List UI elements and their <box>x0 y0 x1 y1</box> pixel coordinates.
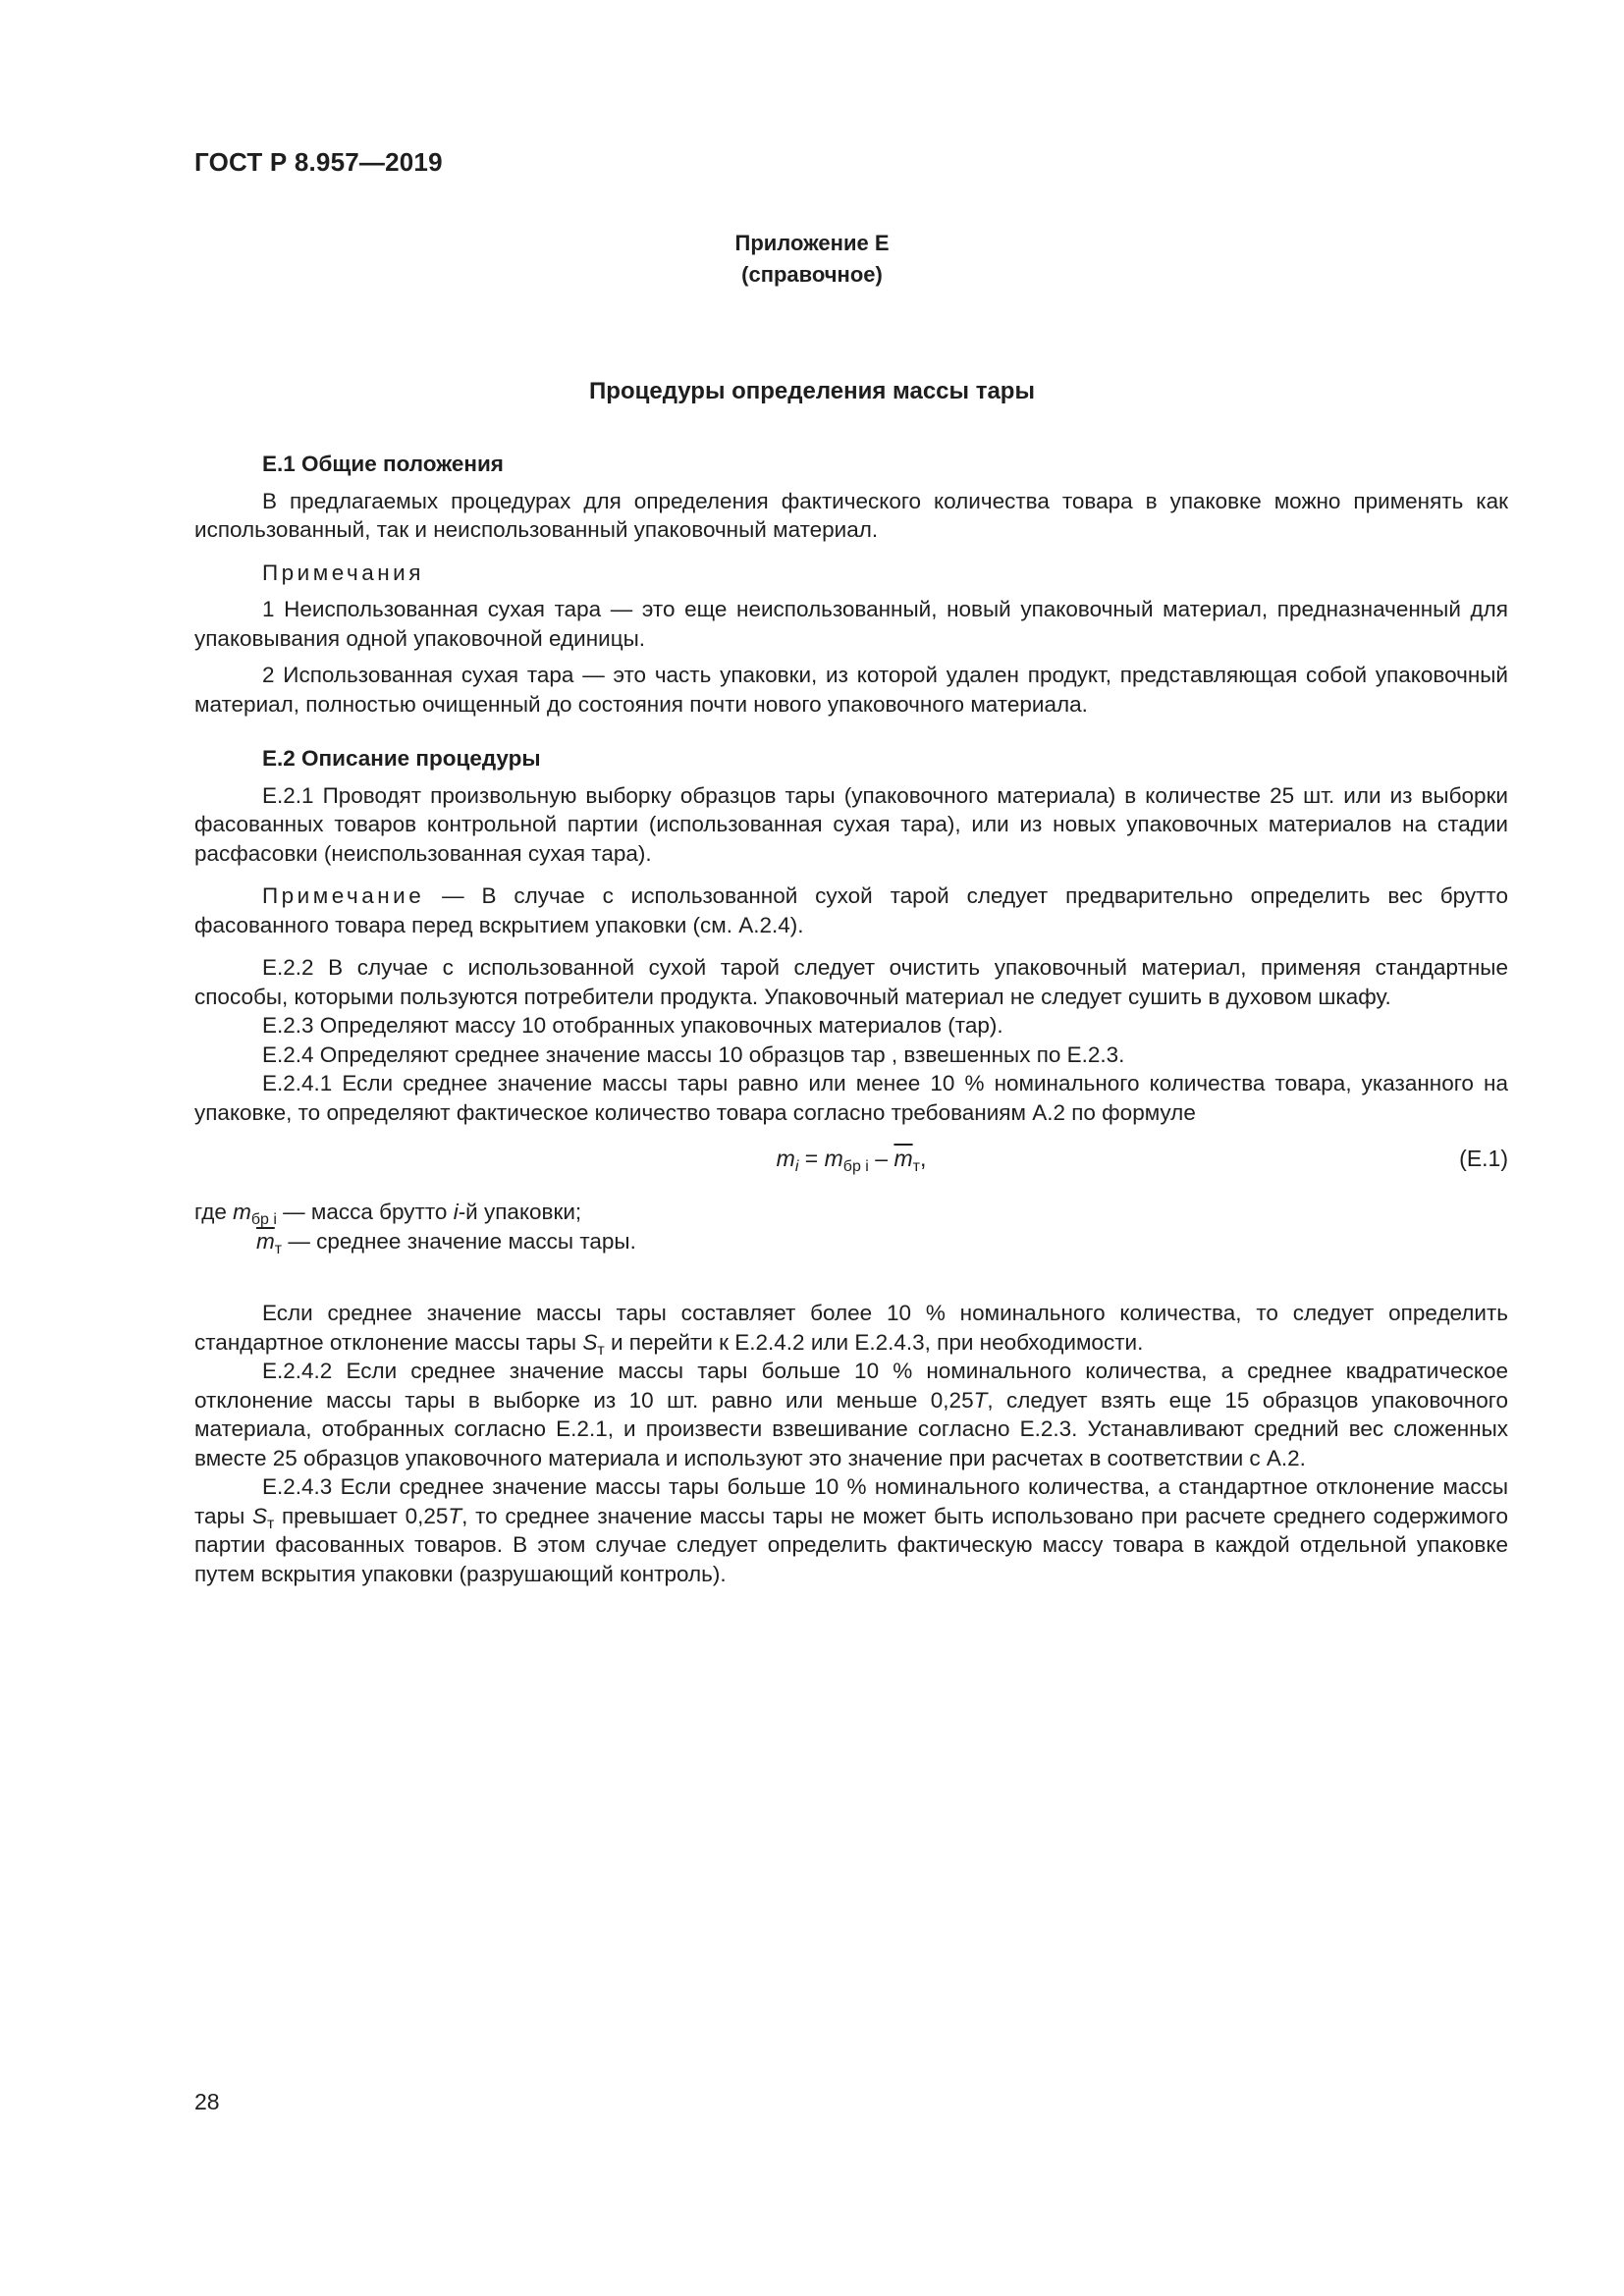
paragraph-e22: Е.2.2 В случае с использованной сухой тарой следует очистить упаковочный материал, применяя стандартные способы, которыми пользуются потребители продукта. Упаковочный материал не следует сушить в духовом шкафу. <box>194 955 1508 1009</box>
legend-sub-gross: бр i <box>250 1211 277 1228</box>
note-label: Примечание <box>262 883 425 908</box>
formula-comma: , <box>919 1146 927 1171</box>
paragraph-std-dev <box>194 1299 1508 1357</box>
text-run: Если среднее значение массы тары составляет более 10 % номинального количества, то следует определить стандартное отклонение массы тары <box>194 1301 1508 1355</box>
paragraph-e242 <box>194 1357 1508 1472</box>
formula-var-m: m <box>776 1146 795 1171</box>
section-heading-e1: Е.1 Общие положения <box>262 452 504 476</box>
text-run: Е.2.4.2 Если среднее значение массы тары больше 10 % номинального количества, а среднее квадратическое отклонение массы тары в выборке из 10 шт. равно или меньше 0,25 <box>194 1359 1508 1413</box>
legend-desc-1b: -й упаковки; <box>458 1200 582 1224</box>
legend-line-2 <box>194 1227 1508 1256</box>
text-run: превышает 0,25 <box>274 1503 449 1528</box>
formula-var-m-gross: m <box>824 1146 843 1171</box>
formula-var-m-mean: $\overline{m}$ <box>893 1146 913 1171</box>
note-1: 1 Неиспользованная сухая тара — это еще неиспользованный, новый упаковочный материал, предназначенный для упаковывания одной упаковочной единицы. <box>194 597 1508 651</box>
formula-e1 <box>194 1141 1508 1184</box>
text-run: и перейти к Е.2.4.2 или Е.2.4.3, при необходимости. <box>604 1329 1144 1355</box>
legend-var-m-mean: $\overline{m}$ <box>256 1228 275 1254</box>
document-code-header: ГОСТ Р 8.957—2019 <box>194 147 443 177</box>
document-body <box>194 450 1508 1588</box>
legend-desc-2: — среднее значение массы тары. <box>282 1228 636 1254</box>
appendix-status: (справочное) <box>741 262 883 287</box>
formula-sub-gross: бр i <box>842 1158 869 1175</box>
note-e21 <box>194 881 1508 939</box>
sub-t: т <box>597 1341 605 1359</box>
var-s: S <box>251 1503 267 1528</box>
page-number: 28 <box>194 2089 220 2114</box>
formula-equals: = <box>798 1146 825 1171</box>
formula-sub-tare: т <box>912 1158 920 1175</box>
legend-desc-1a: — масса брутто <box>276 1200 454 1224</box>
formula-minus: – <box>868 1146 894 1171</box>
section-heading-e2: Е.2 Описание процедуры <box>262 746 541 771</box>
legend-var-i: i <box>453 1200 459 1224</box>
sub-t: т <box>266 1515 275 1532</box>
paragraph-e23: Е.2.3 Определяют массу 10 отобранных упаковочных материалов (тар). <box>262 1013 1003 1038</box>
legend-sub-tare: т <box>274 1240 283 1257</box>
formula-sub-i: i <box>794 1158 799 1175</box>
appendix-name: Приложение Е <box>734 231 890 255</box>
paragraph-e1: В предлагаемых процедурах для определения фактического количества товара в упаковке можно применять как использованный, так и неиспользованный упаковочный материал. <box>194 488 1508 542</box>
formula-expression <box>194 1145 1508 1174</box>
legend-var-m: m <box>233 1200 251 1224</box>
note-2: 2 Использованная сухая тара — это часть упаковки, из которой удален продукт, представляющая собой упаковочный материал, полностью очищенный до состояния почти нового упаковочного материала. <box>194 663 1508 717</box>
appendix-title: Процедуры определения массы тары <box>589 378 1035 404</box>
notes-label: Примечания <box>262 560 424 585</box>
legend-line-1 <box>194 1198 1508 1227</box>
appendix-heading <box>0 228 1624 291</box>
formula-legend <box>194 1198 1508 1255</box>
note-text: — В случае с использованной сухой тарой следует предварительно определить вес брутто фасованного товара перед вскрытием упаковки (см. А.2.4). <box>194 883 1508 937</box>
paragraph-e243 <box>194 1472 1508 1588</box>
var-s: S <box>582 1329 598 1355</box>
var-t: T <box>973 1387 988 1413</box>
text-run: , то среднее значение массы тары не может быть использовано при расчете среднего содержимого партии фасованных товаров. В этом случае следует определить фактическую массу товара в каждой отдельной упаковке путем вскрытия упаковки (разрушающий контроль). <box>194 1503 1508 1586</box>
text-run: , следует взять еще 15 образцов упаковочного материала, отобранных согласно Е.2.1, и произвести взвешивание согласно Е.2.3. Устанавливают средний вес сложенных вместе 25 образцов упаковочного материала и используют это значение при расчетах в соответствии с А.2. <box>194 1387 1508 1470</box>
text-run: Е.2.4.3 Если среднее значение массы тары больше 10 % номинального количества, а стандартное отклонение массы тары <box>194 1474 1508 1528</box>
var-t: T <box>448 1503 462 1528</box>
paragraph-e241: Е.2.4.1 Если среднее значение массы тары равно или менее 10 % номинального количества товара, указанного на упаковке, то определяют фактическое количество товара согласно требованиям А.2 по формуле <box>194 1071 1508 1125</box>
legend-lead: где <box>194 1200 234 1224</box>
paragraph-e21: Е.2.1 Проводят произвольную выборку образцов тары (упаковочного материала) в количестве 25 шт. или из выборки фасованных товаров контрольной партии (использованная сухая тара), или из новых упаковочных материалов на стадии расфасовки (неиспользованная сухая тара). <box>194 782 1508 866</box>
paragraph-e24: Е.2.4 Определяют среднее значение массы 10 образцов тар , взвешенных по Е.2.3. <box>262 1041 1125 1067</box>
equation-number: (Е.1) <box>1459 1146 1508 1171</box>
